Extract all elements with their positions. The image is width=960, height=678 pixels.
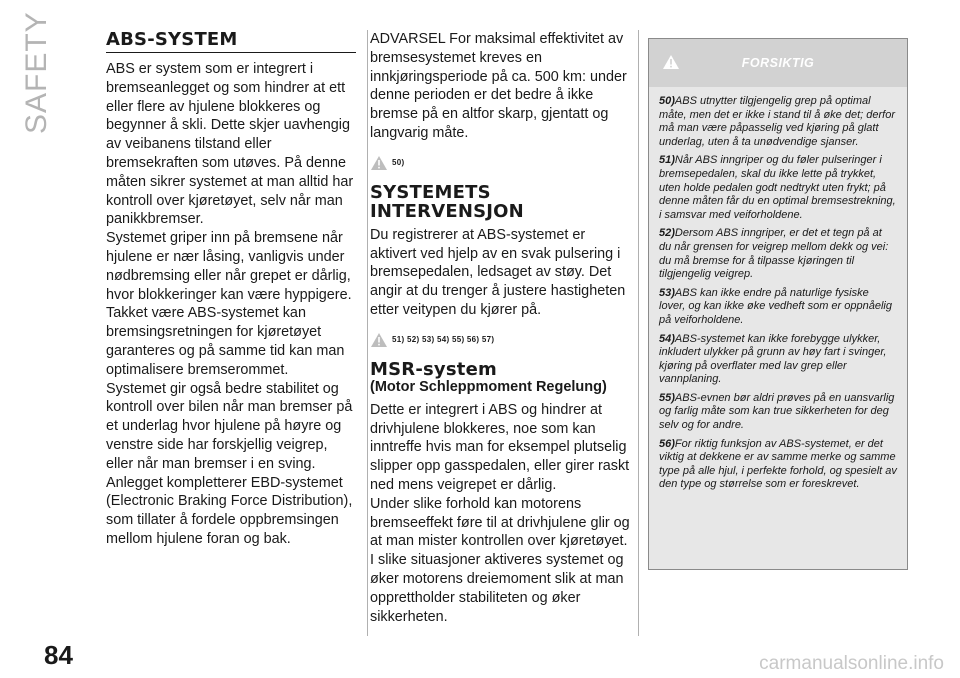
paragraph: Dette er integrert i ABS og hindrer at drivhjulene blokkeres, noe som kan inntreffe hvis man for eksempel plutselig slipper opp gasspedalen, eller girer raskt ned mens veigrepet er dårlig. bbox=[370, 401, 630, 493]
caution-note bbox=[659, 333, 897, 387]
caution-note bbox=[659, 154, 897, 222]
note-text: For riktig funksjon av ABS-systemet, er det viktig at dekkene er av samme merke og samme type på alle hjul, i perfekte forhold, og spesielt av den type og størrelse som er foreskrevet. bbox=[659, 437, 897, 491]
caution-reference-2 bbox=[370, 330, 632, 350]
note-number: 55) bbox=[659, 391, 675, 404]
page-number: 84 bbox=[44, 640, 73, 670]
section-side-label: SAFETY bbox=[20, 11, 53, 134]
reference-numbers: 51) 52) 53) 54) 55) 56) 57) bbox=[392, 335, 495, 345]
note-text: Dersom ABS inngriper, er det et tegn på at du når grensen for veigrep mellom dekk og vei: du må bremse for å tilpasse kjøringen til tilgjengelig veigrep. bbox=[659, 227, 889, 281]
column-abs-system bbox=[106, 30, 356, 549]
paragraph: Under slike forhold kan motorens bremseeffekt føre til at drivhjulene glir og at man mister kontrollen over kjøretøyet. I slike situasjoner aktiveres systemet og øker motorens dreiemoment slik at man opprettholder stabiliteten og øker sikkerheten. bbox=[370, 495, 630, 625]
warning-paragraph: ADVARSEL For maksimal effektivitet av bremsesystemet kreves en innkjøringsperiode på ca. 500 km: under denne perioden er det bedre å ikke bremse på en altfor skarp, gjentatt og langvarig måte. bbox=[370, 31, 627, 141]
note-text: ABS kan ikke endre på naturlige fysiske lover, og kan ikke øke vedheft som er oppnåelig på veiforholdene. bbox=[659, 286, 892, 326]
column-intervention bbox=[370, 30, 632, 626]
paragraph: Takket være ABS-systemet kan bremsingsretningen for kjøretøyet garanteres og på samme tid kan man optimalisere bremserommet. bbox=[106, 305, 345, 378]
note-text: ABS-evnen bør aldri prøves på en uansvarlig og farlig måte som kan true sikkerheten for deg selv og for andre. bbox=[659, 391, 895, 432]
note-number: 54) bbox=[659, 332, 675, 345]
column-divider bbox=[638, 30, 639, 636]
heading-intervention-line1: SYSTEMETS bbox=[370, 181, 491, 203]
caution-notes bbox=[649, 87, 907, 492]
note-number: 53) bbox=[659, 286, 675, 299]
paragraph: ABS er system som er integrert i bremseanlegget og som hindrer at ett eller flere av hjulene blokkeres og begynner å skli. Dette skjer uavhengig av veibanens tilstand eller bremsekraften som utøves. På denne måten sikrer systemet at man alltid har kontroll over kjøretøyet, selv når man panikkbremser. bbox=[106, 61, 354, 228]
heading-intervention-line2: INTERVENSJON bbox=[370, 200, 524, 222]
caution-note bbox=[659, 287, 897, 328]
caution-note bbox=[659, 95, 897, 149]
note-number: 50) bbox=[659, 95, 675, 107]
watermark: carmanualsonline.info bbox=[759, 653, 944, 674]
warning-triangle-icon bbox=[370, 332, 388, 348]
note-number: 51) bbox=[659, 154, 675, 167]
caution-header bbox=[649, 39, 907, 87]
note-text: Når ABS inngriper og du føler pulseringer i bremsepedalen, skal du ikke lette på trykket, uten holde pedalen godt nedtrykt uten frykt; på denne måten får du en optimal bremsestrekning, i samsvar med veiforholdene. bbox=[659, 154, 896, 221]
abs-body bbox=[106, 60, 356, 549]
subheading-msr: (Motor Schleppmoment Regelung) bbox=[370, 378, 607, 395]
caution-note bbox=[659, 392, 897, 433]
caution-reference-1 bbox=[370, 153, 632, 173]
note-text: ABS-systemet kan ikke forebygge ulykker, inkludert ulykker på grunn av høy fart i svinger, kjøring på overflater med lav grep eller vannplaning. bbox=[659, 332, 887, 386]
intervention-paragraph: Du registrerer at ABS-systemet er aktivert ved hjelp av en svak pulsering i bremsepedalen, ledsaget av støy. Det angir at du trenger å justere hastigheten etter veitypen du kjører på. bbox=[370, 226, 626, 318]
heading-rule bbox=[106, 52, 356, 53]
warning-triangle-icon bbox=[370, 155, 388, 171]
warning-triangle-icon bbox=[662, 54, 680, 70]
heading-abs-system: ABS-SYSTEM bbox=[106, 29, 238, 50]
heading-msr-system: MSR-system bbox=[370, 358, 497, 380]
paragraph: Systemet griper inn på bremsene når hjulene er nær låsing, vanligvis under nødbremsing eller når grepet er dårlig, hvor blokkeringer kan være hyppigere. bbox=[106, 230, 352, 303]
caution-box bbox=[648, 38, 908, 570]
column-divider bbox=[367, 30, 368, 636]
note-number: 56) bbox=[659, 437, 675, 450]
caution-title: FORSIKTIG bbox=[741, 56, 815, 70]
paragraph: Anlegget kompletterer EBD-systemet (Electronic Braking Force Distribution), som tillater å fordele oppbremsingen mellom hjulene foran og bak. bbox=[106, 474, 353, 547]
caution-note bbox=[659, 227, 897, 281]
msr-body bbox=[370, 401, 632, 627]
caution-note bbox=[659, 438, 897, 492]
reference-numbers: 50) bbox=[392, 158, 405, 168]
note-text: ABS utnytter tilgjengelig grep på optimal måte, men det er ikke i stand til å øke det; derfor må man være påpasselig ved kjøring på glatt underlag, uten å ta unødvendige sjanser. bbox=[659, 95, 895, 148]
note-number: 52) bbox=[659, 227, 675, 240]
paragraph: Systemet gir også bedre stabilitet og kontroll over bilen når man bremser på et underlag hvor hjulene på høyre og venstre side har forskjellig veigrep, eller når man bremser i en sving. bbox=[106, 380, 353, 472]
